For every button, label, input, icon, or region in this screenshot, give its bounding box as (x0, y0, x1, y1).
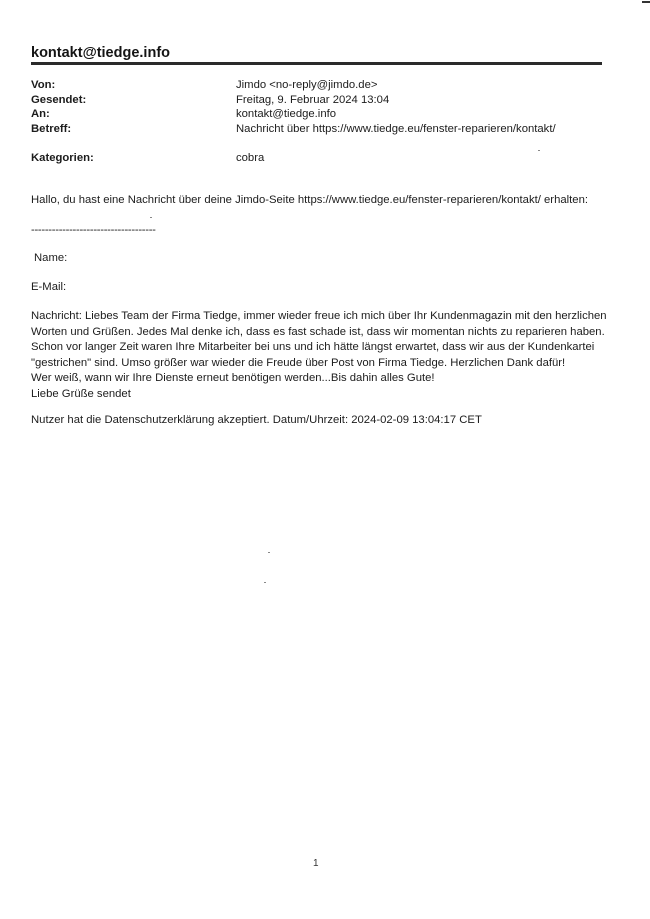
message-line: Nachricht: Liebes Team der Firma Tiedge, immer wieder freue ich mich über Ihr Kundenmagazin mit den herzlichen (31, 310, 607, 322)
message-line: Liebe Grüße sendet (31, 387, 131, 400)
header-subject-label: Betreff: (31, 123, 72, 135)
message-body (31, 309, 606, 402)
header-subject-value: Nachricht über https://www.tiedge.eu/fenster-reparieren/kontakt/ (236, 123, 556, 135)
scan-edge-mark (642, 1, 650, 3)
message-line: Wer weiß, wann wir Ihre Dienste erneut benötigen werden...Bis dahin alles Gute! (31, 372, 435, 384)
header-sent-label: Gesendet: (31, 94, 87, 106)
message-line: Worten und Grüßen. Jedes Mal denke ich, dass es fast schade ist, dass wir momentan nichts zu reparieren haben. (31, 325, 605, 338)
message-line: "gestrichen" sind. Umso größer war wieder die Freude über Post von Firma Tiedge. Herzlichen Dank dafür! (31, 356, 566, 369)
header-sent-value: Freitag, 9. Februar 2024 13:04 (236, 94, 390, 106)
mailbox-title: kontakt@tiedge.info (31, 45, 171, 61)
name-field-label: Name: (34, 252, 68, 264)
scan-speck (150, 217, 152, 218)
page-number: 1 (313, 858, 319, 869)
scan-speck (268, 552, 270, 553)
header-from-value: Jimdo <no-reply@jimdo.de> (236, 79, 378, 91)
title-rule (31, 62, 602, 65)
scan-speck (538, 150, 540, 151)
separator-line: ------------------------------------ (31, 224, 156, 236)
header-to-value: kontakt@tiedge.info (236, 108, 337, 120)
header-from-label: Von: (31, 79, 56, 91)
header-categories-label: Kategorien: (31, 152, 94, 164)
email-field-label: E-Mail: (31, 281, 67, 293)
header-to-label: An: (31, 108, 50, 120)
privacy-note: Nutzer hat die Datenschutzerklärung akzeptiert. Datum/Uhrzeit: 2024-02-09 13:04:17 CET (31, 414, 482, 426)
message-line: Schon vor langer Zeit waren Ihre Mitarbeiter bei uns und ich hätte längst erwartet, dass wir aus der Kundenkartei (31, 341, 595, 353)
scan-speck (264, 582, 266, 583)
intro-text: Hallo, du hast eine Nachricht über deine Jimdo-Seite https://www.tiedge.eu/fenster-reparieren/kontakt/ erhalten: (31, 194, 588, 206)
header-categories-value: cobra (236, 152, 265, 164)
